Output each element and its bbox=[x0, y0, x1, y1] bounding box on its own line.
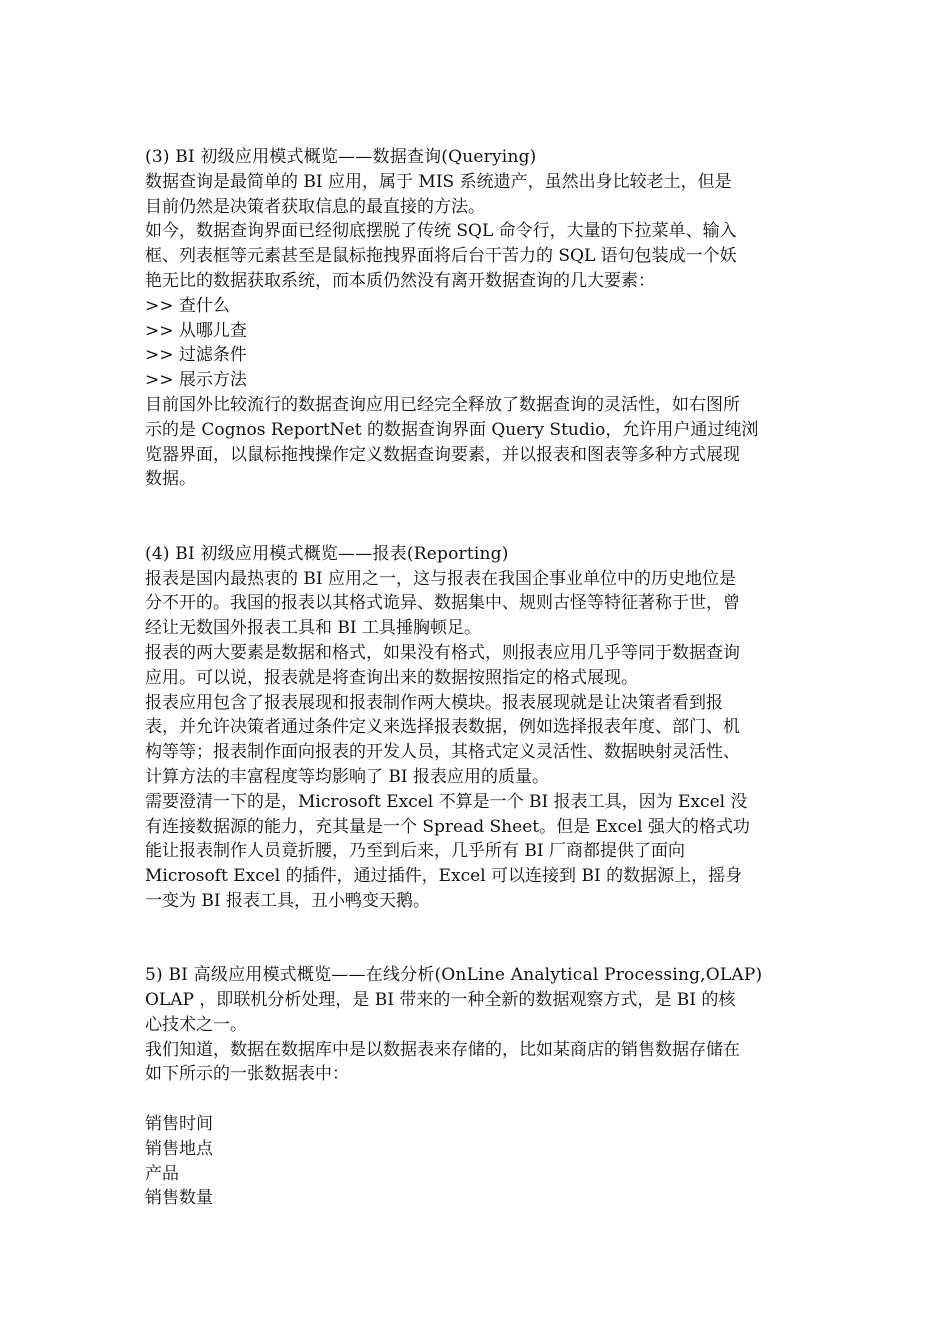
section-heading-reporting: (4) BI 初级应用模式概览——报表(Reporting) bbox=[145, 543, 509, 564]
list-item: >> 过滤条件 bbox=[145, 345, 247, 366]
paragraph-line: 计算方法的丰富程度等均影响了 BI 报表应用的质量。 bbox=[145, 766, 550, 787]
paragraph-line: 示的是 Cognos ReportNet 的数据查询界面 Query Studio，允许用户通过纯浏 bbox=[145, 419, 759, 440]
table-field-label: 销售时间 bbox=[145, 1114, 213, 1135]
section-heading-olap: 5) BI 高级应用模式概览——在线分析(OnLine Analytical Processing,OLAP) bbox=[145, 965, 763, 986]
paragraph-line: 需要澄清一下的是，Microsoft Excel 不算是一个 BI 报表工具，因为 Excel 没 bbox=[145, 791, 748, 812]
list-item: >> 展示方法 bbox=[145, 370, 247, 391]
paragraph-line: 如今，数据查询界面已经彻底摆脱了传统 SQL 命令行，大量的下拉菜单、输入 bbox=[145, 221, 737, 242]
section-querying bbox=[145, 145, 809, 492]
document-page bbox=[145, 145, 809, 1211]
paragraph-line: 数据。 bbox=[145, 469, 196, 490]
paragraph-line: 心技术之一。 bbox=[145, 1014, 247, 1035]
section-reporting bbox=[145, 542, 809, 914]
paragraph-line: Microsoft Excel 的插件，通过插件，Excel 可以连接到 BI 的数据源上，摇身 bbox=[145, 866, 743, 887]
paragraph-line: 我们知道，数据在数据库中是以数据表来存储的，比如某商店的销售数据存储在 bbox=[145, 1039, 740, 1060]
paragraph-line: 艳无比的数据获取系统，而本质仍然没有离开数据查询的几大要素： bbox=[145, 270, 655, 291]
paragraph-line: OLAP ，即联机分析处理，是 BI 带来的一种全新的数据观察方式，是 BI 的核 bbox=[145, 990, 736, 1011]
paragraph-line: 分不开的。我国的报表以其格式诡异、数据集中、规则古怪等特征著称于世，曾 bbox=[145, 593, 740, 614]
paragraph-line: 一变为 BI 报表工具，丑小鸭变天鹅。 bbox=[145, 890, 431, 911]
paragraph-line: 如下所示的一张数据表中： bbox=[145, 1064, 349, 1085]
section-olap bbox=[145, 963, 809, 1211]
paragraph-line: 览器界面，以鼠标拖拽操作定义数据查询要素，并以报表和图表等多种方式展现 bbox=[145, 444, 740, 465]
section-heading-querying: (3) BI 初级应用模式概览——数据查询(Querying) bbox=[145, 147, 537, 167]
paragraph-line: 数据查询是最简单的 BI 应用，属于 MIS 系统遗产，虽然出身比较老土，但是 bbox=[145, 171, 732, 192]
paragraph-line: 报表的两大要素是数据和格式，如果没有格式，则报表应用几乎等同于数据查询 bbox=[145, 642, 740, 663]
section-spacer bbox=[145, 914, 809, 964]
paragraph-line: 框、列表框等元素甚至是鼠标拖拽界面将后台干苦力的 SQL 语句包装成一个妖 bbox=[145, 246, 737, 267]
paragraph-line: 表，并允许决策者通过条件定义来选择报表数据，例如选择报表年度、部门、机 bbox=[145, 717, 740, 738]
paragraph-line: 应用。可以说，报表就是将查询出来的数据按照指定的格式展现。 bbox=[145, 667, 638, 688]
paragraph-line: 目前仍然是决策者获取信息的最直接的方法。 bbox=[145, 196, 485, 217]
table-field-label: 产品 bbox=[145, 1163, 179, 1184]
section-spacer bbox=[145, 492, 809, 542]
table-field-label: 销售地点 bbox=[145, 1138, 213, 1159]
paragraph-line: 能让报表制作人员竟折腰，乃至到后来，几乎所有 BI 厂商都提供了面向 bbox=[145, 841, 686, 862]
paragraph-line: 报表是国内最热衷的 BI 应用之一，这与报表在我国企事业单位中的历史地位是 bbox=[145, 568, 737, 589]
paragraph-line: 经让无数国外报表工具和 BI 工具捶胸顿足。 bbox=[145, 618, 482, 639]
paragraph-line: 有连接数据源的能力，充其量是一个 Spread Sheet。但是 Excel 强大的格式功 bbox=[145, 816, 750, 837]
paragraph-line: 目前国外比较流行的数据查询应用已经完全释放了数据查询的灵活性，如右图所 bbox=[145, 394, 740, 415]
paragraph-line: 报表应用包含了报表展现和报表制作两大模块。报表展现就是让决策者看到报 bbox=[145, 692, 723, 713]
table-field-label: 销售数量 bbox=[145, 1188, 213, 1209]
list-item: >> 查什么 bbox=[145, 295, 230, 316]
paragraph-line: 构等等；报表制作面向报表的开发人员，其格式定义灵活性、数据映射灵活性、 bbox=[145, 742, 740, 763]
paragraph-spacer bbox=[145, 1087, 809, 1112]
list-item: >> 从哪儿查 bbox=[145, 320, 247, 341]
